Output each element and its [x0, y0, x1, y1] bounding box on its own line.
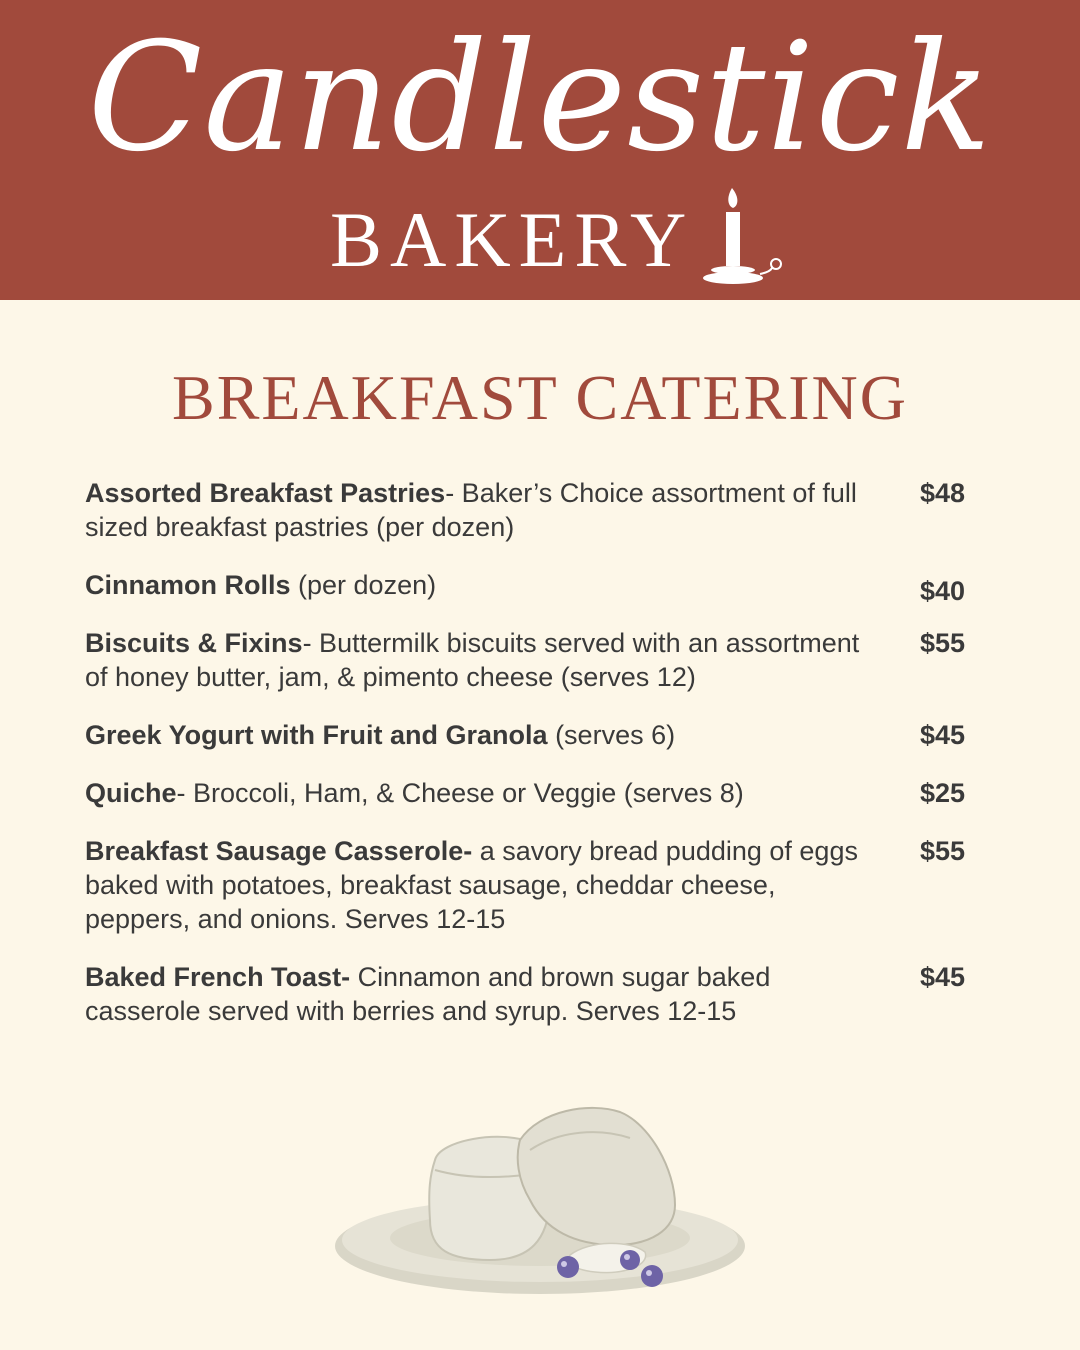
item-name: Biscuits & Fixins: [85, 628, 303, 658]
brand-subtitle: BAKERY: [330, 196, 695, 283]
item-description: - Buttermilk biscuits served with an assortment of honey butter, jam, & pimento cheese (serves 12): [85, 628, 860, 692]
item-price: $25: [920, 778, 966, 808]
item-name: Cinnamon Rolls: [85, 570, 291, 600]
menu-item: [85, 718, 995, 752]
item-description: - Baker’s Choice assortment of full sized breakfast pastries (per dozen): [85, 478, 857, 542]
item-price: $48: [920, 478, 966, 508]
item-description: (serves 6): [547, 720, 676, 750]
brand-script-title: Candlestick: [87, 11, 993, 185]
item-price: $45: [920, 720, 966, 750]
menu-item: [85, 568, 995, 606]
item-price: $40: [920, 576, 966, 606]
item-name: Quiche: [85, 778, 177, 808]
header-banner: [0, 0, 1080, 300]
candle-icon: [700, 184, 790, 288]
item-description: Cinnamon and brown sugar baked casserole served with berries and syrup. Serves 12-15: [85, 962, 771, 1026]
item-price: $55: [920, 628, 966, 658]
section-title: BREAKFAST CATERING: [172, 362, 908, 433]
item-price: $55: [920, 836, 966, 866]
menu-item: [85, 834, 995, 936]
menu-item: [85, 960, 995, 1028]
item-name: Greek Yogurt with Fruit and Granola: [85, 720, 548, 750]
item-price: $45: [920, 962, 966, 992]
menu-list: [85, 476, 995, 1028]
biscuits-plate-illustration: [330, 1100, 750, 1300]
item-name: Assorted Breakfast Pastries: [85, 478, 446, 508]
item-description: (per dozen): [290, 570, 437, 600]
menu-item: [85, 626, 995, 694]
item-description: a savory bread pudding of eggs baked with potatoes, breakfast sausage, cheddar cheese, peppers, and onions. Serves 12-15: [85, 836, 858, 934]
menu-item: [85, 776, 995, 810]
menu-item: [85, 476, 995, 544]
item-name: Breakfast Sausage Casserole-: [85, 836, 473, 866]
item-description: - Broccoli, Ham, & Cheese or Veggie (serves 8): [176, 778, 744, 808]
item-name: Baked French Toast-: [85, 962, 351, 992]
